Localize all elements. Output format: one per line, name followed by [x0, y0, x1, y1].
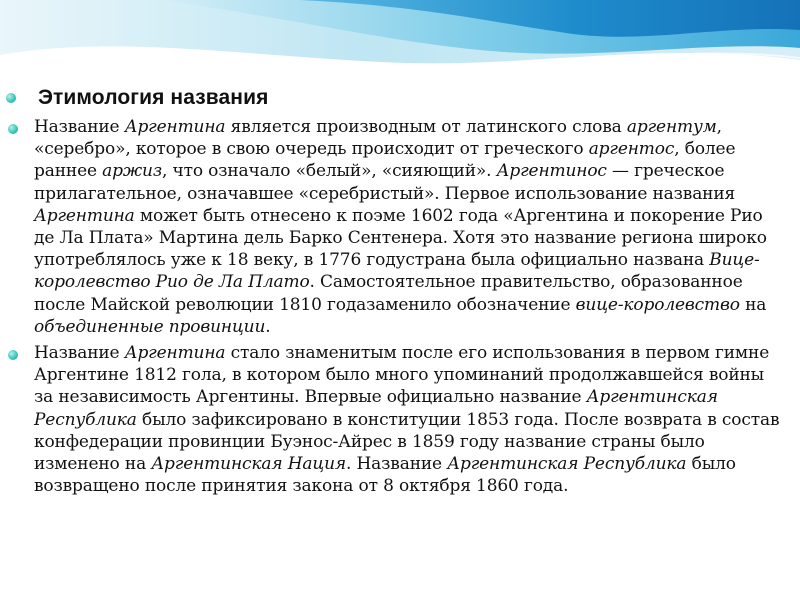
- text-segment: Название: [34, 343, 125, 364]
- text-segment: было возвращено после принятия закона от 8 октября 1860 года.: [34, 454, 736, 497]
- italic-term: вице-королевство: [575, 294, 740, 315]
- text-segment: , более раннее: [34, 139, 736, 182]
- italic-term: Аргентина: [34, 205, 135, 226]
- text-segment: .: [265, 316, 271, 337]
- italic-term: Аргентинос: [496, 161, 607, 182]
- text-segment: является производным от латинского слова: [225, 117, 627, 137]
- paragraph-text: [34, 342, 786, 497]
- italic-term: Аргентинская Республика: [447, 454, 687, 475]
- italic-term: Вице-королевство Рио де Ла Плато: [34, 250, 760, 293]
- italic-term: объединенные провинции: [34, 316, 266, 337]
- italic-term: аржиз: [102, 161, 162, 182]
- italic-term: Аргентина: [124, 117, 226, 137]
- text-segment: может быть отнесено к поэме 1602 года «Аргентина и покорение Рио де Ла Плата» Мартина дель Барко Сентенера. Хотя это название региона широко употреблялось уже к 18 веку, в 1776 годустрана была официально названа: [34, 205, 767, 271]
- text-segment: , что означало «белый», «сияющий».: [161, 161, 497, 182]
- paragraph-text: [34, 116, 786, 338]
- bullet-icon: [6, 93, 16, 103]
- italic-term: Аргентина: [124, 343, 226, 364]
- text-segment: было зафиксировано в конституции 1853 года. После возврата в состав конфедерации провинции Буэнос-Айрес в 1859 году название страны было изменено на: [34, 409, 780, 475]
- text-segment: стало знаменитым после его использования в первом гимне Аргентине 1812 гола, в котором было много упоминаний продолжавшейся войны за независимость Аргентины. Впервые официально название: [34, 343, 770, 408]
- italic-term: Аргентинская Нация: [151, 454, 346, 475]
- text-segment: — греческое прилагательное, означавшее «серебристый». Первое использование названия: [34, 161, 736, 204]
- text-segment: на: [739, 294, 767, 315]
- italic-term: аргентос: [588, 139, 675, 160]
- slide-title: Этимология названия: [38, 86, 269, 109]
- italic-term: Аргентинская Республика: [34, 387, 718, 430]
- italic-term: аргентум: [626, 117, 717, 137]
- text-segment: , «серебро», которое в свою очередь происходит от греческого: [34, 117, 722, 160]
- title-row: [6, 86, 786, 110]
- bullet-icon: [8, 350, 18, 360]
- text-segment: Название: [34, 117, 125, 137]
- paragraph-1: [8, 116, 788, 338]
- text-segment: . Название: [346, 454, 448, 475]
- paragraph-2: [8, 342, 788, 497]
- header-wave-decoration: [0, 0, 800, 95]
- bullet-icon: [8, 124, 18, 134]
- slide-body: [8, 116, 788, 501]
- text-segment: . Самостоятельное правительство, образованное после Майской революции 1810 годазаменило обозначение: [34, 272, 743, 315]
